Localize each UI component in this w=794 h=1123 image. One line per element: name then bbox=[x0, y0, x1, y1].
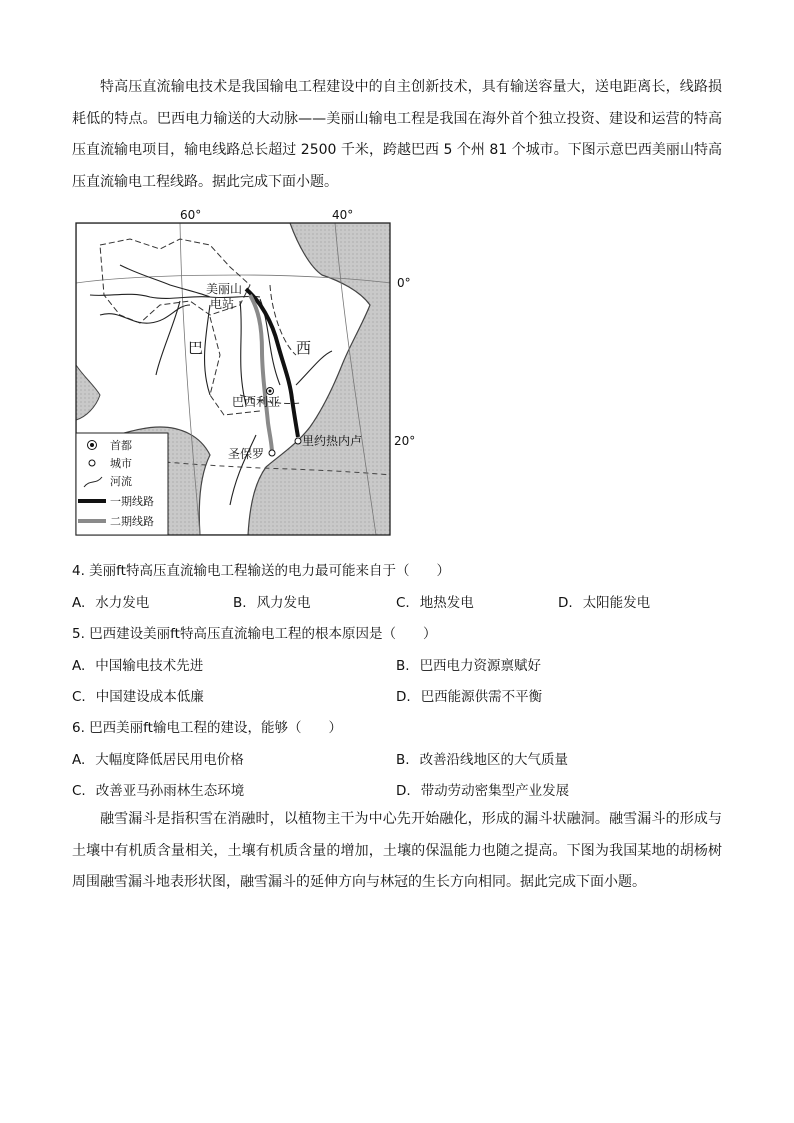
option-text: 大幅度降低居民用电价格 bbox=[95, 752, 244, 768]
city-marker-rio bbox=[295, 438, 301, 444]
option-letter: C. bbox=[72, 689, 86, 705]
option-letter: A. bbox=[72, 595, 86, 611]
option-text: 巴西电力资源禀赋好 bbox=[419, 658, 542, 674]
option-letter: C. bbox=[72, 783, 86, 799]
q5-option-a bbox=[72, 654, 203, 674]
intro-paragraph: 特高压直流输电技术是我国输电工程建设中的自主创新技术，具有输送容量大，送电距离长，线路损耗低的特点。巴西电力输送的大动脉——美丽山输电工程是我国在海外首个独立投资、建设和运营的特高压直流输电项目，输电线路总长超过 2500 千米，跨越巴西 5 个州 81 个城市。下图示意巴西美丽山特高压直流输电工程线路。据此完成下面小题。 bbox=[72, 79, 722, 190]
option-letter: A. bbox=[72, 658, 86, 674]
option-letter: C. bbox=[396, 595, 410, 611]
question-5-stem: 5. 巴西建设美丽ft特高压直流输电工程的根本原因是（ ） bbox=[72, 626, 437, 642]
map-legend bbox=[76, 433, 168, 535]
lon-label-40: 40° bbox=[332, 208, 354, 222]
option-letter: B. bbox=[233, 595, 247, 611]
q5-option-d bbox=[396, 685, 542, 705]
q6-option-b bbox=[396, 748, 568, 768]
legend-city: 城市 bbox=[110, 457, 132, 470]
option-letter: B. bbox=[396, 752, 410, 768]
option-text: 巴西能源供需不平衡 bbox=[420, 689, 543, 705]
option-text: 中国输电技术先进 bbox=[95, 658, 204, 674]
station-label-line2: 电站 bbox=[210, 297, 235, 311]
legend-phase1: 一期线路 bbox=[110, 495, 154, 508]
option-text: 改善亚马孙雨林生态环境 bbox=[95, 783, 245, 799]
q5-option-b bbox=[396, 654, 541, 674]
capital-label: 巴西利亚 bbox=[232, 395, 281, 409]
option-text: 改善沿线地区的大气质量 bbox=[419, 752, 569, 768]
legend-phase2: 二期线路 bbox=[110, 515, 154, 528]
q4-option-a bbox=[72, 591, 149, 611]
station-label-line1: 美丽山 bbox=[206, 282, 243, 296]
option-letter: D. bbox=[396, 689, 411, 705]
legend-city-icon bbox=[89, 460, 95, 466]
question-6-stem: 6. 巴西美丽ft输电工程的建设，能够（ ） bbox=[72, 720, 342, 736]
option-text: 带动劳动密集型产业发展 bbox=[420, 783, 570, 799]
q6-option-c bbox=[72, 779, 244, 799]
brazil-transmission-map bbox=[60, 205, 420, 540]
option-text: 水力发电 bbox=[95, 595, 150, 611]
option-text: 中国建设成本低廉 bbox=[95, 689, 204, 705]
second-paragraph: 融雪漏斗是指积雪在消融时，以植物主干为中心先开始融化，形成的漏斗状融洞。融雪漏斗的形成与土壤中有机质含量相关，土壤有机质含量的增加，土壤的保温能力也随之提高。下图为我国某地的胡杨树周围融雪漏斗地表形状图，融雪漏斗的延伸方向与林冠的生长方向相同。据此完成下面小题。 bbox=[72, 811, 722, 890]
option-text: 风力发电 bbox=[256, 595, 311, 611]
option-letter: D. bbox=[396, 783, 411, 799]
lon-label-60: 60° bbox=[180, 208, 202, 222]
q4-option-d bbox=[558, 591, 650, 611]
country-label-xi: 西 bbox=[296, 339, 312, 357]
option-letter: B. bbox=[396, 658, 410, 674]
option-text: 太阳能发电 bbox=[582, 595, 651, 611]
q6-option-a bbox=[72, 748, 244, 768]
legend-river: 河流 bbox=[110, 475, 132, 488]
q4-option-c bbox=[396, 591, 474, 611]
country-label-ba: 巴 bbox=[188, 339, 204, 357]
city-marker-sp bbox=[269, 450, 275, 456]
option-letter: A. bbox=[72, 752, 86, 768]
legend-capital: 首都 bbox=[110, 439, 132, 452]
lat-label-20: 20° bbox=[394, 434, 416, 448]
rio-label: 里约热内卢 bbox=[302, 434, 363, 448]
lat-label-0: 0° bbox=[397, 276, 411, 290]
option-letter: D. bbox=[558, 595, 573, 611]
q6-option-d bbox=[396, 779, 569, 799]
q5-option-c bbox=[72, 685, 204, 705]
question-4-stem: 4. 美丽ft特高压直流输电工程输送的电力最可能来自于（ ） bbox=[72, 563, 450, 579]
sp-label: 圣保罗 bbox=[228, 447, 265, 461]
map-figure bbox=[60, 205, 420, 540]
option-text: 地热发电 bbox=[419, 595, 474, 611]
q4-option-b bbox=[233, 591, 311, 611]
